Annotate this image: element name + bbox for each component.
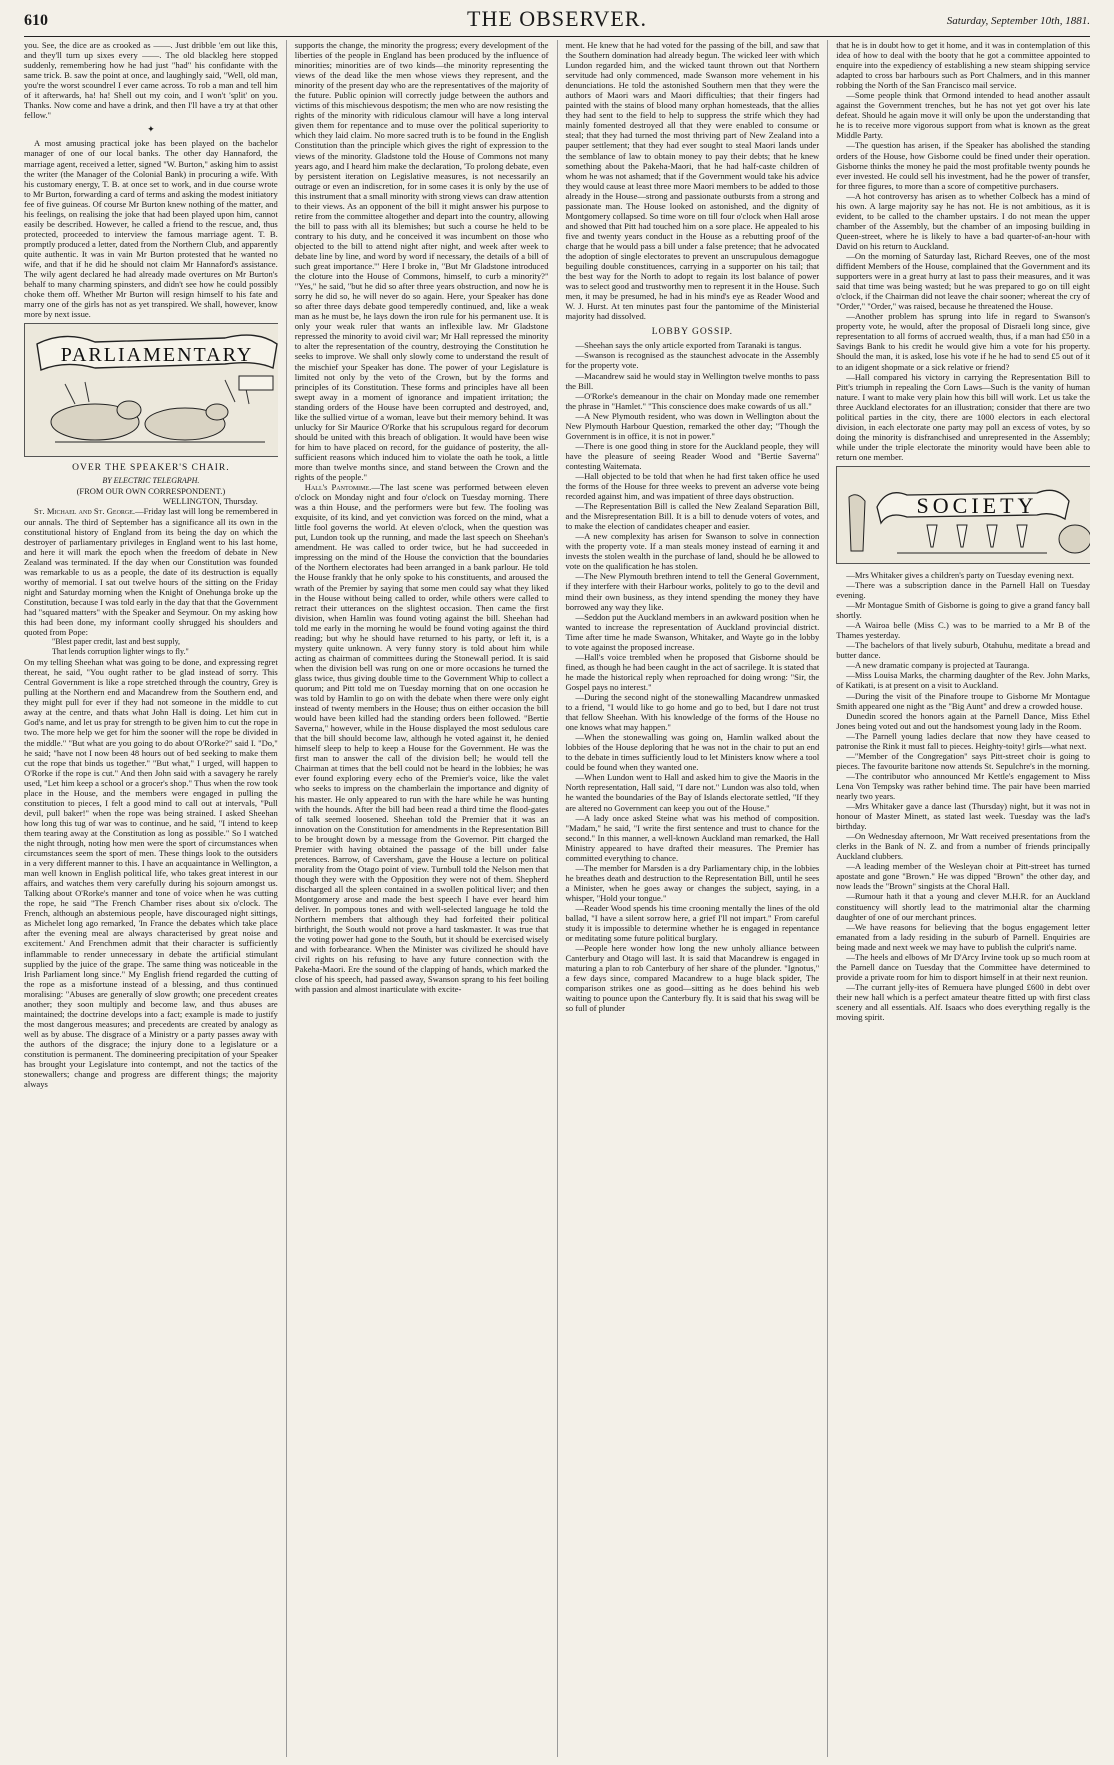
masthead	[24, 6, 1090, 36]
article-byline: BY ELECTRIC TELEGRAPH.	[102, 476, 200, 486]
society-item: —We have reasons for believing that the bogus engagement letter emanated from a lady residing in the suburb of Parnell. Enquiries are being made and next week we may have to publish the culprit's name.	[836, 921, 1090, 952]
gossip-item: —Seddon put the Auckland members in an awkward position when he wanted to increase the representation of Auckland provincial district. Time after time he made Swanson, Whitaker, and Wayte go in the lobby to vote against the proposed increase.	[565, 611, 820, 652]
gossip-item: —A New Plymouth resident, who was down in Wellington about the New Plymouth Harbour Question, remarked the other day; "Though the Government is in office, it is not in power."	[565, 410, 820, 441]
gossip-item: —There is one good thing in store for the Auckland people, they will have the pleasure of seeing Reader Wood and "Bertie Saverna" contesting Waitemata.	[565, 440, 820, 471]
separator-ornament: ✦	[147, 124, 155, 135]
gossip-item: —A lady once asked Steine what was his method of composition. "Madam," he said, "I write the first sentence and trust to chance for the second." In this manner, a well-known Auckland man remarked, the Hall Ministry appeared to have drafted their measures. The Premier has committed everything to chance.	[565, 812, 820, 863]
society-item: —There was a subscription dance in the Parnell Hall on Tuesday evening.	[836, 580, 1090, 601]
society-item: —On Wednesday afternoon, Mr Watt received presentations from the clerks in the Bank of N. Z. and from a number of friends principally Auckland clubbers.	[836, 831, 1090, 862]
society-item: —A new dramatic company is projected at Tauranga.	[846, 660, 1030, 671]
gossip-item: —Hall's voice trembled when he proposed that Gisborne should be fined, as though he had been caught in the act of sacrilege. It is stated that he made the historical reply when reproached for doing wrong: "Sir, the Gospel pays no interest."	[565, 651, 820, 692]
gossip-item: —O'Rorke's demeanour in the chair on Monday made one remember the phrase in "Hamlet." "This conscience does make cowards of us all."	[565, 390, 820, 411]
society-illustration	[836, 466, 1090, 564]
gossip-item: —The New Plymouth brethren intend to tell the General Government, if they interfere with their Harbour works, politely to go to the devil and mind their own business, as they intend spending the money they have borrowed any way they like.	[565, 571, 820, 612]
gossip-item: —During the second night of the stonewalling Macandrew unmasked to a friend, "I would like to go home and go to bed, but I dare not trust that fellow Sheehan. With his knowledge of the forms of the House no one knows what may happen."	[565, 692, 820, 733]
gossip-item: —A hot controversy has arisen as to whether Colbeck has a mind of his own. A large majority say he has not. He is not ambitious, as it is evident, to be called to the chamber upstairs. I do not mean the upper chamber of the Assembly, but the chamber of an imposing building in Queen-street, where he is likely to have a bad quarter-of-an-hour with David on his return to Auckland.	[836, 190, 1090, 251]
gossip-item: —The Representation Bill is called the New Zealand Separation Bill, and the Misrepresentation Bill. It is a bill to denude voters of votes, and to make the election of candidates cheaper and easier.	[565, 501, 820, 532]
column-3	[557, 40, 820, 1757]
verse-line: That lends corruption lighter wings to fly."	[52, 647, 189, 657]
gossip-item: —When the stonewalling was going on, Hamlin walked about the lobbies of the House deploring that he was not in the chair to put an end to the debate in times sufficiently loud to let Ministers know where a tool could be found when they wanted one.	[565, 732, 820, 773]
columns	[24, 40, 1090, 1757]
society-item: —Miss Louisa Marks, the charming daughter of the Rev. John Marks, of Katikati, is at present on a visit to Auckland.	[836, 670, 1090, 691]
newspaper-title: THE OBSERVER.	[467, 6, 647, 31]
article-dateline: WELLINGTON, Thursday.	[162, 496, 258, 507]
banner-text: SOCIETY	[916, 492, 1038, 518]
gossip-item: —Swanson is recognised as the staunchest advocate in the Assembly for the property vote.	[565, 350, 820, 371]
column-4	[827, 40, 1090, 1757]
society-item: —The currant jelly-ites of Remuera have plunged £600 in debt over their new hall which is a perfect amateur theatre fitted up with first class scenery and all essentials. Alf. Isaacs who does everything regally is the moving spirit.	[836, 981, 1090, 1023]
verse-line: "Blest paper credit, last and best supply,	[52, 637, 181, 647]
gossip-item: —Another problem has sprung into life in regard to Swanson's property vote, he would, after the proposal of Disraeli long since, give representation to all forms of accrued wealth, thus, if a man had £50 in a Savings Bank to his credit he would give him a vote for his property. Should the man, it is asked, lose his vote if he he had to send £5 out of it to an idigent shopmate or a sick relative or friend?	[836, 311, 1090, 372]
gossip-item: —A new complexity has arisen for Swanson to solve in connection with the property vote. If a man steals money instead of earning it and invests the stolen wealth in the purchase of land, should he be allowed to vote on the qualification he has stolen.	[565, 531, 820, 572]
section-heading-lobby-gossip: LOBBY GOSSIP.	[651, 327, 734, 338]
society-item: —A Wairoa belle (Miss C.) was to be married to a Mr B of the Thames yesterday.	[836, 620, 1090, 641]
article-text: you. See, the dice are as crooked as ——. Just dribble 'em out like this, and they'll turn up sixes every ——. The old blackleg here stopped suddenly, remembering how he had just "had" his confidante with the same trick. B. saw the point at once, and laughingly said, "Well, old man, you're the worst scoundrel I ever came across. To rob a man and tell him of it afterwards, ha! ha! Shell out my coin, and I won't 'split' on you. Thanks. Now come and have a drink, and then I'll have a try at that other fellow."	[24, 40, 278, 121]
page-number: 610	[24, 12, 48, 29]
society-item: —During the visit of the Pinafore troupe to Gisborne Mr Montague Smith appeared one night as the "Big Aunt" and drew a crowded house.	[836, 690, 1090, 711]
society-item: Dunedin scored the honors again at the Parnell Dance, Miss Ethel Jones being voted out and out the handsomest young lady in the Room.	[836, 710, 1090, 731]
society-item: —Mrs Whitaker gave a dance last (Thursday) night, but it was not in honour of Master Minett, as stated last week. Tuesday was the lad's birthday.	[836, 801, 1090, 832]
gossip-item: —Sheehan says the only article exported from Taranaki is tangus.	[575, 340, 802, 351]
gossip-item: —On the morning of Saturday last, Richard Reeves, one of the most diffident Members of the House, complained that the Government and its supporters were in a great hurry at last to pass their measures, and it was said that time was being wasted; but he was prepared to go on till eight o'clock, if the Chairman did not leave the chair sooner; whereat the cry of "Order," "Order," was raised, because he threatened the House.	[836, 250, 1090, 312]
society-item: —The contributor who announced Mr Kettle's engagement to Miss Lena Von Tempsky was rather behind time. The pair have been married nearly two years.	[836, 770, 1090, 801]
issue-date: Saturday, September 10th, 1881.	[946, 15, 1090, 27]
gossip-item: —The question has arisen, if the Speaker has abolished the standing orders of the House, how Gisborne could be fined under their operation. Gisborne thinks the money he paid the most profitable twenty pounds he ever invested. He could sell his investment, had he the power of transfer, for three figures, to more than a score of competitive purchasers.	[836, 140, 1090, 191]
society-item: —A leading member of the Wesleyan choir at Pitt-street has turned apostate and gone "Brown." He was dipped "Brown" the other day, and now leads the "Brown" singists at the Choral Hall.	[836, 861, 1090, 892]
gossip-item: —Hall objected to be told that when he had first taken office he used the forms of the House for three weeks to prevent an adverse vote being recorded against him, and was impatient of three days obstruction.	[565, 470, 820, 502]
society-item: —The Parnell young ladies declare that now they have ceased to patronise the Rink it must fall to pieces. Heighty-toity! girls—what next.	[836, 730, 1090, 751]
banner-text: PARLIAMENTARY	[60, 344, 254, 367]
gossip-item: that he is in doubt how to get it home, and it was in contemplation of this idea of how to deal with the booty that he got a committee appointed to enquire into the expediency of establishing a new steam shipping service adapted to cross bar harbours such as Port Chalmers, and in this manner robbing the North of the San Francisco mail service.	[836, 40, 1090, 91]
column-1	[24, 40, 278, 1757]
article-text: —Friday last will long be remembered in our annals. The third of September has a significance all its own in the constitutional history of England from its being the day on which the destroyer of parliamentary privileges in England went to his last home, and here it will mark the epoch when the freedom of debate in New Zealand was terminated. If the day when our Constitution was founded was remarkable to us as a people, the date of its destruction is equally worthy of memorial. I sat out twelve hours of the sitting on the Friday night and Saturday morning when the Knight of Onehunga broke up the Constitution, because I was told early in the day that that the Government had "squared matters" with the Speaker and Seymour. On my asking how this had been done, my informant coolly shrugged his shoulders and quoted from Pope:	[24, 506, 278, 638]
paragraph-lead: Hall's Pantomime.	[304, 482, 372, 493]
gossip-item: —Macandrew said he would stay in Wellington twelve months to pass the Bill.	[565, 370, 820, 391]
paragraph-lead: St. Michael and St. George.	[34, 506, 136, 517]
header-rule	[24, 36, 1090, 37]
article-source: (FROM OUR OWN CORRESPONDENT.)	[76, 486, 226, 497]
society-item: —The heels and elbows of Mr D'Arcy Irvine took up so much room at the Parnell dance on Tuesday that the Committee have determined to provide a private room for him to disport himself in at their next reunion.	[836, 951, 1090, 982]
article-text: supports the change, the minority the progress; every development of the liberties of the people in England has been produced by the influence of minorities; minorities are of two kinds—the minority representing the views of the dead like the men whose views they represent, and the minority of the present day who are the representatives of the majority of the future. Public opinion will correctly judge between the authors and victims of this mischievous despotism; the men who are now resisting the rights of the minority with ridiculous clamour will have a long interval given them for repentance and to muse over the political superiority to which they laid claim. No more sacred truth is to be found in the English Constitution than the principle which gives the right of expression to the views of the minority. Gladstone told the House of Commons not many years ago, and I heard him make the declaration, 'To prolong debate, even by persistent iteration on Legislative measures, is not necessarily an outrage or even an indiscretion, for in some cases it is only by the use of this instrument that a small minority with strong views can draw attention to their views. As an opponent of the bill it might answer his purpose to retire from the committee altogether and depart into the country, allowing the bill to pass with all its blemishes; but such a course he held to be contrary to his duty, and he conceived it was incumbent on those who objected to the bill to attend night after night, and week after week to debate line by line, and word by word if necessary, the details of a bill of such great importance.'" Here I broke in, "But Mr Gladstone introduced the cloture into the House of Commons, himself, to curb a minority?" "Yes," he said, "but he did so after three years obstruction, and now he is sorry he did so, he will never do so again. Here, your Speaker has done so after three days debate good temperedly continued, and, like a weak man as he must be, he lays down the iron rule for his permanent use. It is only your weak ruler that wants an inflexible law. Mr Gladstone repressed the minority to avoid civil war; Mr Hall repressed the minority to alter the representation of the country, destroying the Constitution he seeks to improve. We shall only slowly come to understand the result of the mischief your Speaker has done. The power of your Legislature is limited not only by the veto of the Crown, but by the forms and principles of its Constitution. These forms and principles have all been swept away in a moment of ignorance and impatient irritation; the standing orders of the House have been corrupted and destroyed, and, like the sullied virtue of a woman, leave but their memory behind. It was unlucky for Sir Maurice O'Rorke that his scrupulous regard for decorum should be united with this breach of obligation. It would have been wise for him to have placed on record, for the guidance of posterity, the all-sufficient reasons which induced him to violate the oath he took, a little more than twelve months since, and stand between the Crown and the rights of the people."	[294, 40, 549, 483]
gossip-item: —Hall compared his victory in carrying the Representation Bill to Pitt's triumph in repealing the Corn Laws—Such is the vanity of human nature. I want to make very plain how this bill will work. Let us take the three Auckland electorates for an illustration; consider that there are two political parties in the city, there are 1000 electors in each electoral division, in each electorate one party may poll an excess of votes, by so doing the minority is disfranchised and unrepresented in the Assembly; while under the triple electorate the minority would have been able to return one member.	[836, 371, 1090, 462]
column-2	[286, 40, 549, 1757]
gossip-item: —When Lundon went to Hall and asked him to give the Maoris in the North representation, Hall said, "I dare not." Lundon was also told, when he wanted the boundaries of the Bay of Islands electorate settled, "If they are altered no Government can keep you out of the House."	[565, 772, 820, 813]
society-item: —Rumour hath it that a young and clever M.H.R. for an Auckland constituency will shortly lead to the matrimonial altar the charming daughter of one of our merchant princes.	[836, 891, 1090, 922]
article-text: —The last scene was performed between eleven o'clock on Monday night and four o'clock on Tuesday morning. There was a thin House, and the performers were but few. The fooling was exquisite, of its kind, and yet conviction was forced on the mind, what a little fool governs the world. At eleven o'clock, when the question was put, Lundon took up the running, and made the last speech on Sheehan's amendment. He was called to order twice, but he had succeeded in impressing on the mind of the House the conviction that the boundaries of the Northern electorates had been arranged in a bank parlour. He told the House frankly that he only spoke to his constituents, and aroused the wrath of the Premier by saying that some men could say what they liked in the House without being called to order, while others were called to retract their utterances on the slightest occasion. Then came the first division, when Hamlin was found voting against the bill. Sheehan had told me early in the morning he would be found voting against the third reading; but why he should have returned to his party, or left it, is a mystery quite unknown. A very funny story is told about him while acting as chairman of committees during the Stonewall period. It is said when the division bell was rung on one or more occasions he turned the glass twice, thus giving double time to the Government Whip to collect a quorum; and Pitt told me on Tuesday morning that on one occasion he was told by Hamlin to go on with the debate when there were only eight instead of twenty members in the House; thus on either occasion the bill would have been killed had the standing orders been followed. "Bertie Saverna," however, while in the House displayed the most sedulous care that the bill should become law, although he voted against it, he denied himself sleep to help to keep a House for the Government. He was the first man to answer the call of the division bell; he would tell the Chairman at times that the bell could not be heard in the lobbies; he was ever found exploring every echo of the Premier's voice, like the valet who seeks to impress on the chamberlain the importance and dignity of his master. He only appeared to run with the hare while he was hunting with the hounds. After the bill had been read a third time the flood-gates of talk seemed loosened. Sheehan told the Premier that it was an innovation on the Constitution for amendments in the Representation Bill to be brought down by a message from the Governor. Pitt charged the Premier with having obtained the passage of the bill under false pretences. Barrow, of Caversham, gave the House a lecture on political morality from the Otago point of view. Turnbull told the Nelson men that though they were with the Opposition they were not of them. Shepherd discharged all the spleen contained in a swollen political liver; and then Montgomery arose and made the best speech I have ever heard him deliver. In pompous tones and with well-selected language he told the Northern members that although they had forfeited their political birthright, the South would not prove a hard taskmaster. It was true that the voting power had gone to the South, but it should be exercised wisely and with forbearance. When the Minister was civilized he should have civil rights on his refusing to have any future connection with the Pakeha-Maori. Ere the sound of the clapping of hands, which marked the close of his speech, had passed away, Swanson sprang to his feet boiling with passion and almost inarticulate with excite-	[294, 482, 549, 995]
article-heading: OVER THE SPEAKER'S CHAIR.	[72, 463, 230, 474]
society-item: —Mr Montague Smith of Gisborne is going to give a grand fancy ball shortly.	[836, 600, 1090, 621]
article-text: ment. He knew that he had voted for the passing of the bill, and saw that the Southern domination had already begun. The wicked leer with which Lundon regarded him, and the wicked taunt thrown out that Northern servitude had only commenced, made Swanson more vehement in his denunciations. He told the astonished Southern men that they were the authors of Maori wars and Maori difficulties; that their fingers had painted with the stains of blood many orphan homesteads, that the allies they had sent to the field to help to suppress the strife which they had mainly fomented destroyed all that they were enabled to consume or steal; that they had turned the most thriving part of New Zealand into a pauper settlement; that they had ever sought to steal Maori lands under the semblance of law to obtain money to pay their debts; that he knew something about the Pakeha-Maori, that he had half-caste children of whom he was not ashamed; that if the Government would take his advice they would cause at least three more Maori members to be added to those already in the House—strong and passionate outbursts from a strong and passionate man. The House looked on astonished, and the dignity of Montgomery collapsed. So time wore on till four o'clock when Hall arose and showed that Pitt had touched him on a sore place. He appealed to his five and twenty years conduct in the House as a rebutting proof of the charge that he would pass a bill under a false pretence; that he advocated the adoption of single electorates to prevent an unscrupulous demagogue beguiling double constituences, carrying in a supporter on his tail; that the best way for the North to adopt to regain its lost balance of power was to select good and trustworthy men to represent it in the House. Such men, it may be presumed, he had in his mind's eye as Reader Wood and W. J. Hurst. At ten minutes past four the pantomime of the Ministerial majority had dissolved.	[565, 40, 820, 322]
article-text: On my telling Sheehan what was going to be done, and expressing regret thereat, he said, "You ought rather to be glad instead of sorry. This Central Government is like a rope stretched through the country, Grey is pulling at the Northern end and Macandrew from the Southern end, and they might pull for ever if they had not someone in the middle to cut away at the centre, and thats what John Hall is doing. Let him cut in God's name, and let us pray for strength to be given him to cut the rope in two. The more help we get for him the sooner will the rope be divided in the middle." "But what are you going to do about O'Rorke?" said I. "Do," he said; "have not I now been 48 hours out of bed seeking to make them cut the rope that binds us together." "But what," I urged, will happen to O'Rorke if the rope is cut." And then John said with a savagery he rarely used, "Let him keep a school or a grocer's shop." Thus when the row took place in the House, and the members were engaged in pulling the constitution to pieces, I felt a good mind to call out at intervals, "Pull devil, pull baker!" when the rope was being strained. I asked Sheehan how long this tug of war was to continue, and he said, "I intend to keep them tearing away at the Constitution as long as possible." So I watched the night through, noting how men were the sport of circumstances when circumstances seem the sport of men. These things look to the outsiders in a very different manner to this. I have an acquaintance in Wellington, a man well known in English political life, who takes great interest in our affairs, and watches them very carefully during his sojourn amongst us. Talking about O'Rorke's manner and tone of voice when he was cutting the rope, he said "The French Chamber rises about six o'clock. The French, although an abstemious people, have discouraged night sittings, as Michelet long ago remarked, 'In France the debates which take place after the evening meal are always characterised by great noise and excitement.' And Frenchmen admit that their character is sufficiently inflammable to render unnecessary in debate the artificial stimulant supplied by the juice of the grape. The same thing was noticeable in the Irish Parliament long since." My English friend regarded the cutting of the rope as a misfortune instead of a blessing, and thus continued moralising: "Abuses are generally of slow growth; one precedent creates another; they soon multiply and become law, and thus abuses are maintained; the doctrine develops into a fact; example is made to justify the most dangerous measures; and precedents are created by analogy as well as by abuse. The disgrace of a Ministry or a party passes away with the authors of the disgrace; the injury done to a legislature or a constitution is permanent. The domineering precipitation of your Speaker has brought your Legislature into contempt, and not the tactics of the stonewallers; change and progress are different things; the majority always	[24, 657, 278, 1090]
society-item: —The bachelors of that lively suburb, Otahuhu, meditate a bread and butter dance.	[836, 640, 1090, 661]
gossip-item: —The member for Marsden is a dry Parliamentary chip, in the lobbies he breathes death and destruction to the Representation Bill, until he sees a Minister, when he goes away or changes the subject, saying, in a whisper, "Hold your tongue."	[565, 862, 820, 903]
society-item: —"Member of the Congregation" says Pitt-street choir is going to pieces. The favourite baritone now attends St. Sepulchre's in the morning.	[836, 750, 1090, 771]
gossip-item: —People here wonder how long the new unholy alliance between Canterbury and Otago will last. It is said that Macandrew is engaged in maturing a plan to rob Canterbury of her share of the plunder. "Ignotus," a few days since, compared Macandrew to a huge black spider, The comparison strikes one as good—sitting as he does behind his web waiting to pounce upon the Canterbury fly. It is said that his swag will be so full of plunder	[565, 943, 820, 1014]
parliamentary-illustration	[24, 323, 278, 457]
article-text: A most amusing practical joke has been played on the bachelor manager of one of our local banks. The other day Hannaford, the marriage agent, received a letter, signed "W. Burton," asking him to assist the writer (the Manager of the Colonial Bank) in procuring a wife. With his customary energy, T. B. at once set to work, and in due course wrote to Mr Burton, forwarding a card of terms and asking the modest initiatory fee of five guineas. Of course Mr Burton knew nothing of the matter, and his feelings, on realising the joke that had been played upon him, cannot easily be described. However, he called a friend to the rescue, and, thus protected, proceeded to interview the famous marriage agent. T. B. promptly produced a letter, dated from the Northern Club, and apparently quite authentic. It was in vain Mr Burton protested that he wanted no wife, and that if he did he should not claim Mr Hannaford's assistance. The wily agent declared he had already made overtures on Mr Burton's behalf to many charming spinsters, and didn't see how he could possibly choke them off. Whether Mr Burton will resign himself to his fate and marry one of the girls has not as yet transpired. We shall, however, know more by next issue.	[24, 138, 278, 320]
gossip-item: —Reader Wood spends his time crooning mentally the lines of the old ballad, "I have a silent sorrow here, a grief I'll not impart." From careful study it is impossible to determine whether he is engaged in repentance or meditating some future political burglary.	[565, 902, 820, 944]
gossip-item: —Some people think that Ormond intended to head another assault against the Government trenches, but he has not yet got over his late defeat. Should he again move it will only be upon the understanding that he is to receive more vigorous support from what is known as the great Middle Party.	[836, 90, 1090, 141]
society-item: —Mrs Whitaker gives a children's party on Tuesday evening next.	[846, 569, 1074, 580]
